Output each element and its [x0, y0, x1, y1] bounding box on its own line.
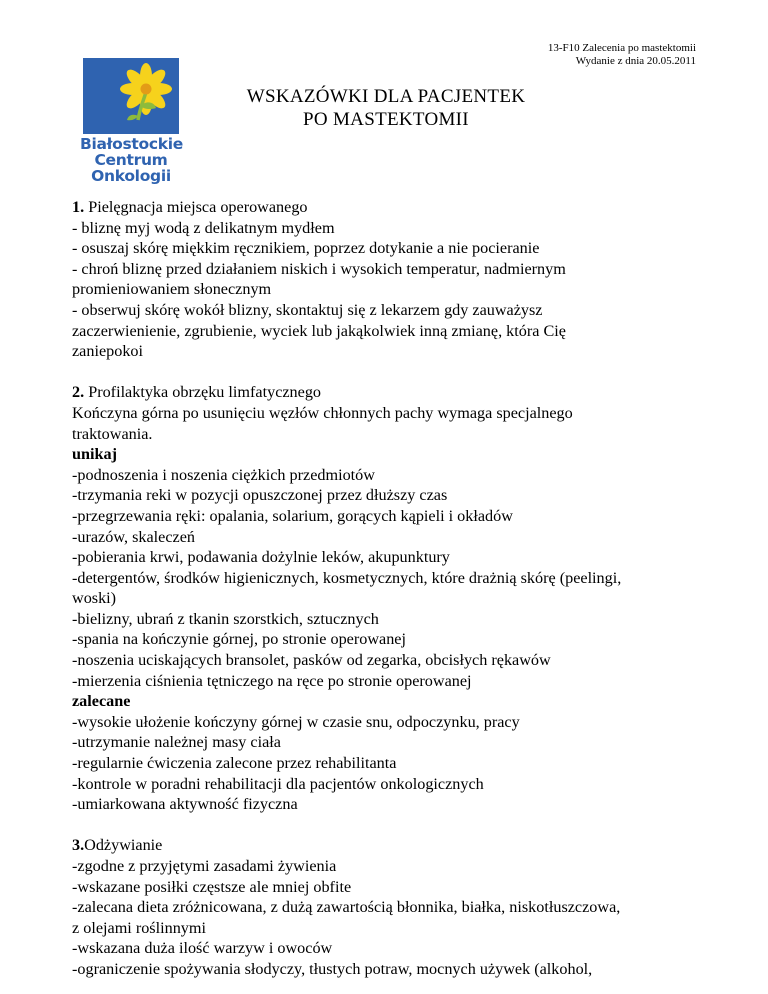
list-item: -zalecana dieta zróżnicowana, z dużą zawartością błonnika, białka, niskotłuszczowa, — [72, 898, 621, 917]
list-item: -spania na kończynie górnej, po stronie operowanej — [72, 630, 406, 649]
list-item: -detergentów, środków higienicznych, kosmetycznych, które drażnią skórę (peelingi, — [72, 568, 622, 587]
page-title — [186, 85, 586, 131]
document-issue-date: Wydanie z dnia 20.05.2011 — [575, 55, 696, 67]
text-line: - bliznę myj wodą z delikatnym mydłem — [72, 218, 335, 237]
text-line: traktowania. — [72, 424, 153, 443]
flower-icon — [80, 56, 182, 136]
list-item: -pobierania krwi, podawania dożylnie leków, akupunktury — [72, 548, 450, 567]
list-item: -umiarkowana aktywność fizyczna — [72, 795, 298, 814]
list-item: -ograniczenie spożywania słodyczy, tłustych potraw, mocnych używek (alkohol, — [72, 959, 593, 978]
recommended-list — [72, 712, 702, 815]
document-body — [72, 197, 702, 980]
text-line: - osuszaj skórę miękkim ręcznikiem, poprzez dotykanie a nie pocieranie — [72, 239, 540, 258]
avoid-label — [72, 444, 702, 465]
section-number: 3. — [72, 836, 85, 855]
list-item: -bielizny, ubrań z tkanin szorstkich, sztucznych — [72, 609, 379, 628]
section-lymphedema-prevention — [72, 382, 702, 814]
text-line: promieniowaniem słonecznym — [72, 280, 272, 299]
section-number: 1. — [72, 198, 85, 216]
list-item: -mierzenia ciśnienia tętniczego na ręce po stronie operowanej — [72, 671, 472, 690]
list-item: woski) — [72, 589, 117, 608]
document-header — [548, 42, 696, 68]
list-item: -utrzymanie należnej masy ciała — [72, 733, 281, 752]
recommended-label — [72, 691, 702, 712]
list-item: -regularnie ćwiczenia zalecone przez rehabilitanta — [72, 754, 397, 773]
logo — [80, 56, 182, 188]
section-heading-text: Profilaktyka obrzęku limfatycznego — [84, 383, 322, 402]
list-item: -wysokie ułożenie kończyny górnej w czasie snu, odpoczynku, pracy — [72, 712, 520, 731]
list-item: -wskazane posiłki częstsze ale mniej obfite — [72, 877, 352, 896]
list-item: -podnoszenia i noszenia ciężkich przedmiotów — [72, 465, 375, 484]
section-heading-text: Odżywianie — [84, 836, 163, 855]
recommended-label-text: zalecane — [72, 692, 131, 711]
section-heading-text: Pielęgnacja miejsca operowanego — [84, 198, 308, 216]
list-item: -wskazana duża ilość warzyw i owoców — [72, 939, 333, 958]
logo-text-line: Białostockie — [80, 135, 183, 153]
list-item: z olejami roślinnymi — [72, 918, 206, 937]
section-wound-care — [72, 197, 702, 362]
text-line: zaniepokoi — [72, 342, 144, 361]
list-item: -trzymania reki w pozycji opuszczonej przez dłuższy czas — [72, 486, 448, 505]
section-intro — [72, 403, 702, 444]
text-line: Kończyna górna po usunięciu węzłów chłonnych pachy wymaga specjalnego — [72, 403, 573, 422]
section-lines — [72, 218, 702, 362]
avoid-list — [72, 465, 702, 692]
title-line: PO MASTEKTOMII — [303, 109, 469, 130]
avoid-label-text: unikaj — [72, 445, 117, 464]
logo-text-line: Centrum — [94, 151, 168, 169]
section-number: 2. — [72, 383, 85, 402]
list-item: -noszenia uciskających bransolet, pasków od zegarka, obcisłych rękawów — [72, 651, 551, 670]
list-item: -zgodne z przyjętymi zasadami żywienia — [72, 857, 337, 875]
section-lines — [72, 856, 702, 980]
text-line: zaczerwienienie, zgrubienie, wyciek lub jakąkolwiek inną zmianę, która Cię — [72, 321, 566, 340]
logo-text — [80, 136, 182, 184]
section-heading — [72, 197, 702, 218]
document-code: 13-F10 Zalecenia po mastektomii — [547, 42, 696, 54]
list-item: -urazów, skaleczeń — [72, 527, 195, 546]
text-line: - chroń bliznę przed działaniem niskich i wysokich temperatur, nadmiernym — [72, 259, 566, 278]
section-nutrition — [72, 835, 702, 979]
section-heading — [72, 382, 702, 403]
title-line: WSKAZÓWKI DLA PACJENTEK — [246, 86, 526, 107]
logo-text-line: Onkologii — [91, 167, 171, 185]
list-item: -przegrzewania ręki: opalania, solarium, gorących kąpieli i okładów — [72, 506, 513, 525]
section-heading — [72, 835, 702, 856]
list-item: -kontrole w poradni rehabilitacji dla pacjentów onkologicznych — [72, 774, 484, 793]
text-line: - obserwuj skórę wokół blizny, skontaktuj się z lekarzem gdy zauważysz — [72, 300, 543, 319]
